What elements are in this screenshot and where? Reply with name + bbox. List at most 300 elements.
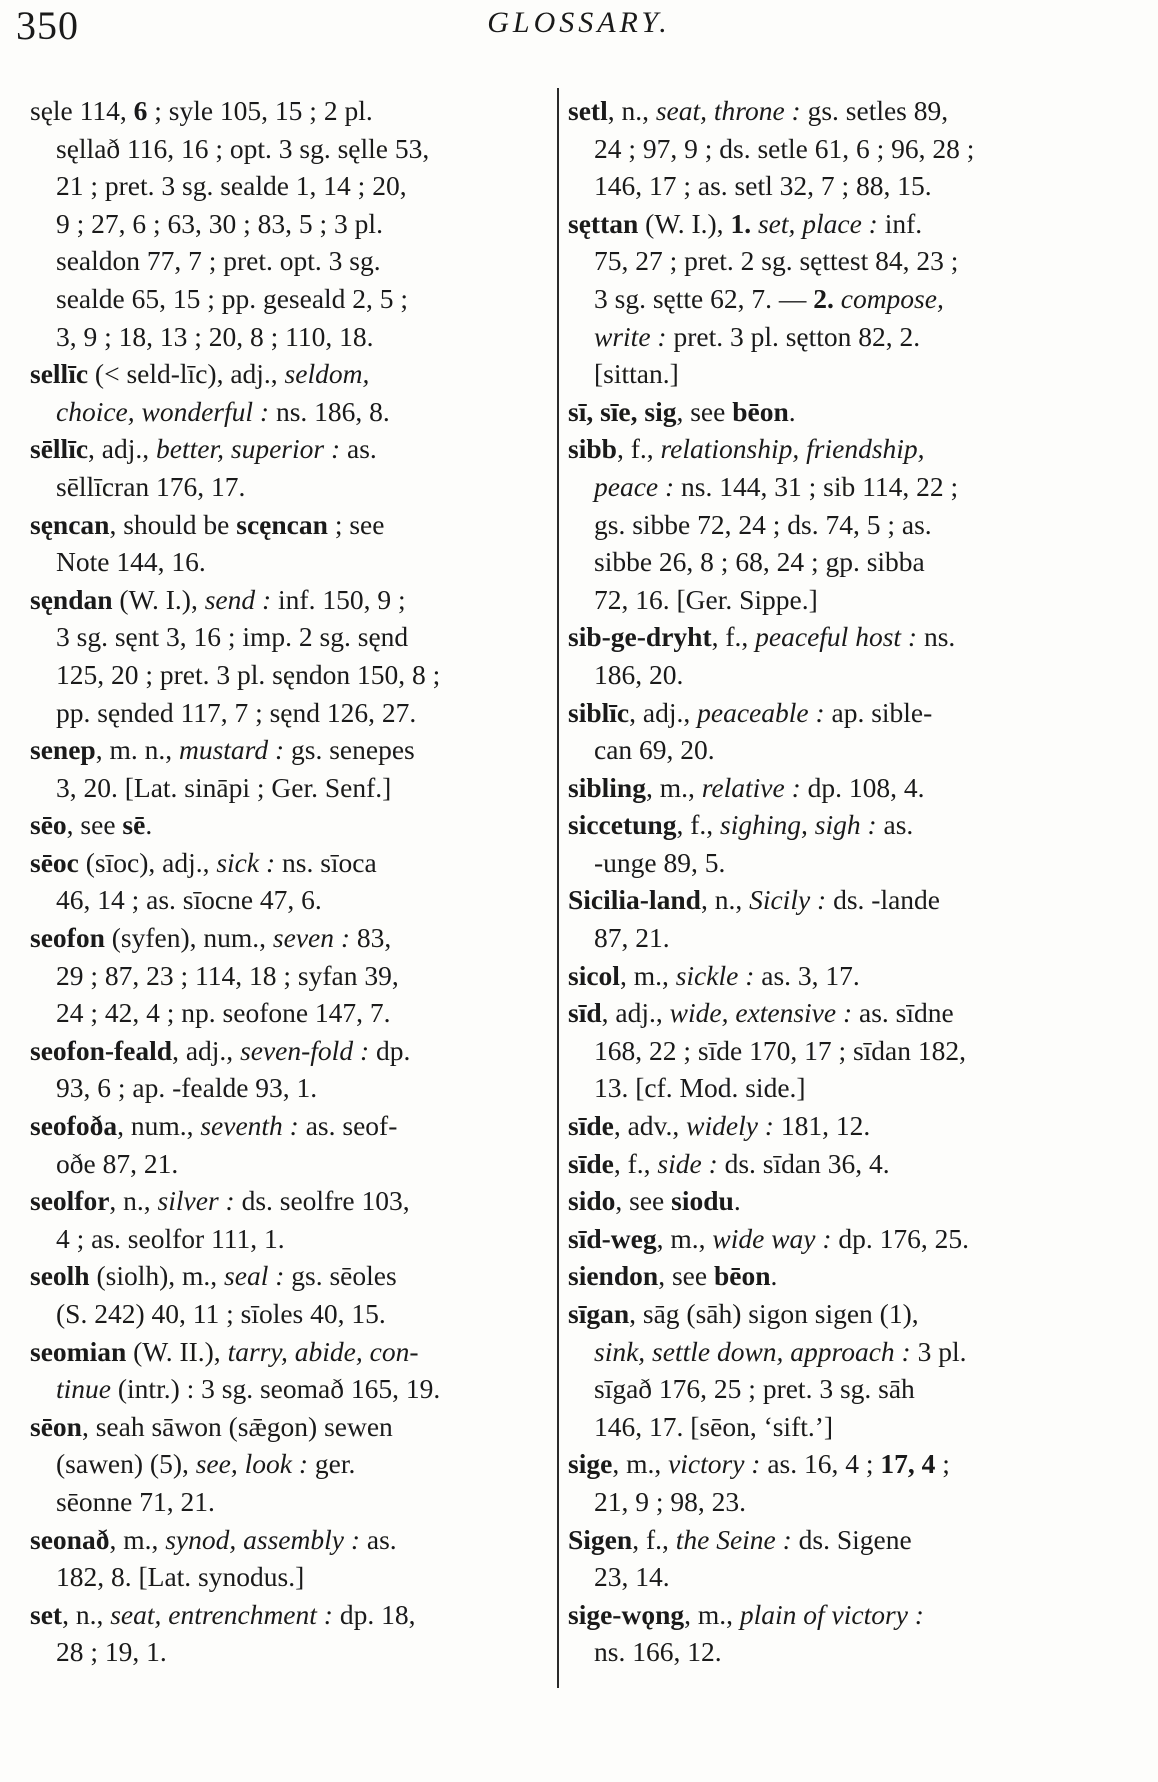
entry-continuation-line [568, 355, 1088, 393]
entry-text: , n., [109, 1185, 158, 1217]
entry-first-line [568, 92, 1088, 130]
headword: setl [568, 95, 608, 126]
headword: seofon [30, 922, 105, 954]
entry-continuation-line [568, 1370, 1088, 1408]
glossary-entry [568, 205, 1088, 393]
glossary-entry [30, 844, 550, 919]
headword: sige-wǫng [568, 1598, 685, 1630]
glossary-entry [30, 581, 550, 731]
glossary-entry [30, 731, 550, 806]
entry-text: , f., [711, 621, 756, 653]
entry-first-line [30, 1521, 550, 1559]
definition-text: seal : [224, 1260, 285, 1292]
entry-text: , m., [109, 1523, 166, 1555]
glossary-column-left [30, 92, 550, 1671]
entry-text: Note 144, 16. [56, 546, 206, 578]
entry-text: 46, 14 ; as. sīocne 47, 6. [56, 884, 322, 916]
headword: sęndan [30, 583, 113, 615]
entry-text: 21, 9 ; 98, 23. [594, 1485, 747, 1517]
definition-text: peace : [594, 470, 675, 502]
entry-first-line [568, 205, 1088, 243]
entry-continuation-line [30, 205, 550, 243]
entry-continuation-line [568, 919, 1088, 957]
entry-text: (W. I.), [638, 207, 731, 239]
entry-text: ; [935, 1448, 950, 1480]
entry-text: 186, 20. [594, 658, 684, 690]
glossary-entry [30, 1521, 550, 1596]
definition-text: set, place : [757, 207, 878, 239]
entry-text: as. [359, 1523, 397, 1555]
entry-continuation-line [568, 468, 1088, 506]
definition-text: peaceful host : [755, 621, 918, 653]
definition-text: seventh : [200, 1110, 299, 1142]
definition-text: wide, extensive : [669, 997, 853, 1029]
entry-text: ds. Sigene [791, 1523, 912, 1555]
entry-text: 3, 20. [Lat. sināpi ; Ger. Senf.] [56, 771, 392, 803]
entry-continuation-line [30, 280, 550, 318]
entry-continuation-line [30, 1220, 550, 1258]
entry-text: , see [66, 809, 123, 841]
entry-continuation-line [30, 1069, 550, 1107]
definition-text: victory : [668, 1448, 761, 1480]
entry-text: . [770, 1260, 778, 1292]
entry-text: dp. [369, 1034, 411, 1066]
entry-text: ap. sible- [824, 696, 933, 728]
glossary-entry [568, 1145, 1088, 1183]
entry-first-line [568, 1107, 1088, 1145]
headword: seomian [30, 1335, 127, 1367]
entry-continuation-line [30, 694, 550, 732]
entry-text: , f., [676, 809, 721, 841]
entry-text: ds. -lande [826, 884, 940, 916]
glossary-entry [30, 430, 550, 505]
definition-text: relationship, friendship, [660, 433, 925, 465]
entry-continuation-line [30, 1145, 550, 1183]
headword: seofoða [30, 1110, 118, 1142]
glossary-entry [30, 1333, 550, 1408]
glossary-entry [30, 355, 550, 430]
headword: seonað [30, 1523, 110, 1555]
headword: sīd-weg [568, 1222, 657, 1254]
entry-text: , adj., [88, 433, 157, 465]
headword: Sigen [568, 1523, 633, 1555]
entry-first-line [568, 881, 1088, 919]
entry-text: , m., [645, 771, 702, 803]
entry-first-line [30, 1333, 550, 1371]
entry-continuation-line [30, 656, 550, 694]
definition-text: tarry, abide, con- [227, 1335, 419, 1367]
entry-first-line [30, 1182, 550, 1220]
entry-text: pret. 3 pl. sętton 82, 2. [666, 320, 921, 352]
entry-first-line [30, 919, 550, 957]
glossary-entry [30, 1182, 550, 1257]
entry-text: , f., [616, 433, 661, 465]
entry-first-line [568, 1220, 1088, 1258]
headword: sibb [568, 433, 617, 465]
entry-text: 146, 17 ; as. setl 32, 7 ; 88, 15. [594, 170, 932, 202]
entry-text: , should be [109, 508, 237, 540]
headword: set [30, 1598, 63, 1630]
glossary-column-right [568, 92, 1088, 1671]
entry-first-line [30, 1596, 550, 1634]
glossary-entry [568, 769, 1088, 807]
entry-first-line [30, 355, 550, 393]
entry-first-line [568, 1257, 1088, 1295]
glossary-entry [568, 393, 1088, 431]
entry-text: gs. senepes [284, 734, 415, 766]
entry-continuation-line [568, 242, 1088, 280]
definition-text: silver : [157, 1185, 235, 1217]
glossary-entry [30, 919, 550, 1032]
entry-text: ds. seolfre 103, [234, 1185, 410, 1217]
entry-text: , n., [607, 95, 656, 126]
entry-text: , see [615, 1185, 672, 1217]
entry-text: . [788, 395, 796, 427]
definition-text: seldom, [284, 358, 370, 390]
page-number: 350 [16, 3, 79, 48]
entry-continuation-line [568, 506, 1088, 544]
entry-text: ns. 186, 8. [269, 395, 390, 427]
entry-continuation-line [30, 957, 550, 995]
entry-text: , see [676, 395, 733, 427]
headword: sēoc [30, 846, 79, 878]
bold-text: 17, 4 [880, 1448, 936, 1480]
entry-first-line [30, 506, 550, 544]
entry-text: ds. sīdan 36, 4. [717, 1147, 890, 1179]
entry-text: sęle 114, [30, 95, 134, 126]
entry-text: (sawen) (5), [56, 1448, 196, 1480]
entry-text: ns. 166, 12. [594, 1636, 722, 1668]
entry-first-line [568, 1445, 1088, 1483]
entry-first-line [30, 1032, 550, 1070]
glossary-entry [30, 1032, 550, 1107]
entry-text: (siolh), m., [89, 1260, 225, 1292]
definition-text: sickle : [675, 959, 755, 991]
headword: sī, sīe, sig [568, 395, 677, 427]
entry-continuation-line [568, 1069, 1088, 1107]
entry-text: (< seld-līc), adj., [88, 358, 285, 390]
entry-continuation-line [568, 844, 1088, 882]
entry-continuation-line [568, 1032, 1088, 1070]
glossary-entry [568, 994, 1088, 1107]
definition-text: mustard : [178, 734, 285, 766]
bold-text: 1. [730, 207, 752, 239]
entry-first-line [568, 1596, 1088, 1634]
entry-first-line [30, 581, 550, 619]
definition-text: wide way : [712, 1222, 832, 1254]
entry-first-line [568, 1145, 1088, 1183]
headword: sīde [568, 1110, 614, 1142]
entry-text: , f., [613, 1147, 658, 1179]
definition-text: Sicily : [749, 884, 827, 916]
definition-text: seat, throne : [655, 95, 801, 126]
glossary-entry [30, 1257, 550, 1332]
entry-first-line [30, 1257, 550, 1295]
headword: siccetung [568, 809, 677, 841]
glossary-entry [568, 1107, 1088, 1145]
headword: sīde [568, 1147, 614, 1179]
glossary-entry [568, 1295, 1088, 1445]
entry-continuation-line [568, 656, 1088, 694]
entry-text: , adv., [613, 1110, 687, 1142]
entry-continuation-line [568, 280, 1088, 318]
entry-text: ger. [307, 1448, 356, 1480]
entry-text: 3 pl. [910, 1335, 967, 1367]
entry-continuation-line [568, 731, 1088, 769]
glossary-entry [568, 1182, 1088, 1220]
entry-text: sealdon 77, 7 ; pret. opt. 3 sg. [56, 245, 381, 277]
entry-first-line [30, 731, 550, 769]
entry-text: 21 ; pret. 3 sg. sealde 1, 14 ; 20, [56, 170, 407, 202]
entry-continuation-line [568, 130, 1088, 168]
entry-text: , num., [117, 1110, 201, 1142]
definition-text: synod, assembly : [165, 1523, 360, 1555]
entry-continuation-line [568, 318, 1088, 356]
entry-continuation-line [30, 1483, 550, 1521]
glossary-entry [568, 694, 1088, 769]
entry-continuation-line [568, 167, 1088, 205]
entry-text: , m. n., [95, 734, 179, 766]
entry-text: 87, 21. [594, 922, 670, 954]
entry-text: 75, 27 ; pret. 2 sg. sęttest 84, 23 ; [594, 245, 959, 277]
entry-text: sēllīcran 176, 17. [56, 470, 246, 502]
entry-text: 3, 9 ; 18, 13 ; 20, 8 ; 110, 18. [56, 320, 374, 352]
entry-text: 72, 16. [Ger. Sippe.] [594, 583, 818, 615]
headword: sīgan [568, 1298, 630, 1329]
entry-text: , seah sāwon (sǣgon) sewen [81, 1410, 393, 1442]
entry-text: 24 ; 42, 4 ; np. seofone 147, 7. [56, 997, 391, 1029]
entry-text: 13. [cf. Mod. side.] [594, 1072, 806, 1104]
entry-continuation-line [568, 1483, 1088, 1521]
entry-text: , see [658, 1260, 714, 1292]
entry-text: 23, 14. [594, 1561, 670, 1593]
definition-text: sick : [216, 846, 276, 878]
definition-text: sighing, sigh : [720, 809, 877, 841]
entry-first-line [30, 806, 550, 844]
entry-text: , adj., [172, 1034, 241, 1066]
definition-text: write : [594, 320, 667, 352]
entry-text: dp. 18, [332, 1598, 416, 1630]
entry-text: gs. sēoles [284, 1260, 397, 1292]
entry-text: ns. 144, 31 ; sib 114, 22 ; [674, 470, 959, 502]
entry-continuation-line [30, 318, 550, 356]
entry-text: , adj., [629, 696, 698, 728]
entry-text: as. [876, 809, 914, 841]
entry-text: as. [340, 433, 377, 465]
headword: sib-ge-dryht [568, 621, 712, 653]
entry-text: , sāg (sāh) sigon sigen (1), [629, 1298, 919, 1329]
entry-continuation-line [30, 881, 550, 919]
headword: sellīc [30, 358, 89, 390]
entry-first-line [30, 1107, 550, 1145]
entry-continuation-line [30, 167, 550, 205]
entry-text: (W. I.), [112, 583, 205, 615]
definition-text: peaceable : [697, 696, 825, 728]
definition-text: side : [657, 1147, 718, 1179]
headword: sige [568, 1448, 613, 1480]
entry-first-line [568, 430, 1088, 468]
entry-continuation-line [30, 769, 550, 807]
entry-text: 28 ; 19, 1. [56, 1636, 167, 1668]
entry-text: (W. II.), [126, 1335, 228, 1367]
entry-continuation-line [568, 1333, 1088, 1371]
entry-text: -unge 89, 5. [594, 846, 726, 878]
entry-text: dp. 108, 4. [800, 771, 925, 803]
definition-text: seat, entrenchment : [110, 1598, 333, 1630]
entry-text: dp. 176, 25. [831, 1222, 970, 1254]
entry-continuation-line [30, 1558, 550, 1596]
entry-text: sibbe 26, 8 ; 68, 24 ; gp. sibba [594, 546, 925, 578]
entry-text: as. seof- [298, 1110, 398, 1142]
entry-text: [sittan.] [594, 358, 679, 390]
entry-text: 182, 8. [Lat. synodus.] [56, 1561, 305, 1593]
entry-first-line [568, 957, 1088, 995]
definition-text: relative : [701, 771, 801, 803]
entry-first-line [30, 430, 550, 468]
glossary-entry [568, 1257, 1088, 1295]
entry-first-line [568, 994, 1088, 1032]
glossary-entry [30, 92, 550, 355]
entry-text: gs. sibbe 72, 24 ; ds. 74, 5 ; as. [594, 508, 932, 540]
definition-text: send : [204, 583, 272, 615]
glossary-entry [568, 1445, 1088, 1520]
bold-text: bēon [732, 395, 789, 427]
glossary-entry [568, 92, 1088, 205]
glossary-entry [30, 1107, 550, 1182]
entry-text: , m., [612, 1448, 669, 1480]
entry-first-line [568, 1182, 1088, 1220]
headword: sicol [568, 959, 620, 991]
entry-text: (S. 242) 40, 11 ; sīoles 40, 15. [56, 1298, 386, 1329]
headword: sęncan [30, 508, 110, 540]
entry-text: ; syle 105, 15 ; 2 pl. [147, 95, 373, 126]
definition-text: sink, settle down, approach : [594, 1335, 911, 1367]
headword: seolh [30, 1260, 90, 1292]
entry-continuation-line [30, 543, 550, 581]
entry-text: oðe 87, 21. [56, 1147, 179, 1179]
column-divider [557, 88, 559, 1688]
entry-text: 93, 6 ; ap. -fealde 93, 1. [56, 1072, 318, 1104]
entry-continuation-line [568, 543, 1088, 581]
entry-text: 125, 20 ; pret. 3 pl. sęndon 150, 8 ; [56, 658, 441, 690]
entry-text: , f., [632, 1523, 676, 1555]
definition-text: choice, wonderful : [56, 395, 270, 427]
entry-text: sīgað 176, 25 ; pret. 3 sg. sāh [594, 1373, 915, 1405]
entry-continuation-line [568, 581, 1088, 619]
headword: seofon-feald [30, 1034, 173, 1066]
definition-text: compose, [840, 282, 944, 314]
definition-text: tinue [56, 1373, 111, 1405]
headword: sēon [30, 1410, 82, 1442]
glossary-entry [568, 1521, 1088, 1596]
entry-text: 29 ; 87, 23 ; 114, 18 ; syfan 39, [56, 959, 399, 991]
headword: senep [30, 734, 96, 766]
entry-text: , n., [700, 884, 750, 916]
glossary-entry [568, 1220, 1088, 1258]
entry-text [751, 208, 758, 239]
entry-first-line [30, 844, 550, 882]
headword: Sicilia-land [568, 884, 701, 916]
entry-text: , m., [684, 1598, 740, 1630]
entry-continuation-line [30, 1445, 550, 1483]
glossary-entry [30, 1596, 550, 1671]
headword: sido [568, 1185, 616, 1217]
glossary-entry [568, 1596, 1088, 1671]
entry-text: , m., [619, 959, 676, 991]
glossary-entry [568, 957, 1088, 995]
entry-text: , n., [62, 1598, 111, 1630]
entry-continuation-line [30, 618, 550, 656]
entry-text: . [145, 809, 153, 841]
headword: sēllīc [30, 433, 89, 465]
entry-continuation-line [568, 1408, 1088, 1446]
entry-text: as. 3, 17. [754, 959, 860, 991]
entry-first-line [30, 1408, 550, 1446]
entry-text: inf. 150, 9 ; [271, 583, 406, 615]
entry-text: sēonne 71, 21. [56, 1485, 215, 1517]
headword: sęttan [568, 207, 639, 239]
entry-continuation-line [30, 1633, 550, 1671]
entry-continuation-line [30, 468, 550, 506]
glossary-entry [568, 881, 1088, 956]
glossary-entry [568, 430, 1088, 618]
entry-continuation-line [568, 1558, 1088, 1596]
bold-text: siodu [671, 1185, 734, 1217]
definition-text: the Seine : [675, 1523, 792, 1555]
entry-text: 3 sg. sętte 62, 7. — [594, 282, 814, 314]
entry-text: 83, [350, 922, 392, 954]
definition-text: plain of victory : [739, 1598, 924, 1630]
glossary-entry [568, 806, 1088, 881]
entry-text: ; see [327, 508, 385, 540]
entry-text: 9 ; 27, 6 ; 63, 30 ; 83, 5 ; 3 pl. [56, 207, 383, 239]
definition-text: better, superior : [156, 433, 341, 465]
definition-text: seven : [272, 922, 351, 954]
entry-text: as. sīdne [852, 997, 954, 1029]
entry-continuation-line [30, 1370, 550, 1408]
entry-continuation-line [30, 1295, 550, 1333]
entry-text [834, 283, 841, 314]
entry-text: gs. setles 89, [800, 95, 949, 126]
entry-continuation-line [30, 242, 550, 280]
entry-first-line [568, 1295, 1088, 1333]
definition-text: see, look : [195, 1448, 308, 1480]
glossary-entry [30, 806, 550, 844]
entry-text: 24 ; 97, 9 ; ds. setle 61, 6 ; 96, 28 ; [594, 132, 975, 164]
entry-text: ns. [917, 621, 956, 653]
entry-text: (intr.) : 3 sg. seomað 165, 19. [111, 1373, 441, 1405]
headword: sibling [568, 771, 646, 803]
entry-text: ns. sīoca [275, 846, 377, 878]
entry-text: 3 sg. sęnt 3, 16 ; imp. 2 sg. sęnd [56, 621, 409, 653]
glossary-entry [568, 618, 1088, 693]
entry-continuation-line [30, 994, 550, 1032]
glossary-entry [30, 506, 550, 581]
entry-first-line [568, 769, 1088, 807]
bold-text: sē [122, 809, 146, 841]
running-head: GLOSSARY. [487, 6, 671, 39]
entry-text: inf. [877, 207, 923, 239]
bold-text: 6 [133, 95, 148, 126]
entry-continuation-line [30, 130, 550, 168]
entry-text: 168, 22 ; sīde 170, 17 ; sīdan 182, [594, 1034, 967, 1066]
entry-text: (sīoc), adj., [78, 846, 217, 878]
headword: sēo [30, 809, 67, 841]
glossary-entry [30, 1408, 550, 1521]
definition-text: widely : [686, 1110, 774, 1142]
entry-text: can 69, 20. [594, 734, 715, 766]
entry-text: , m., [656, 1222, 713, 1254]
